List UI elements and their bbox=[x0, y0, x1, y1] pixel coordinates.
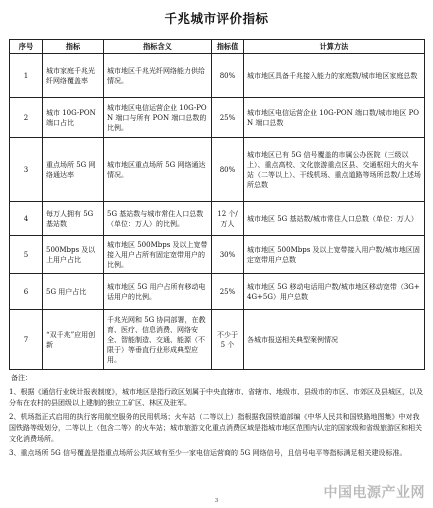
table-row bbox=[10, 202, 425, 236]
note-item: 1、根据《通信行业统计报表制度》，城市地区是指行政区划属于中央直辖市、省辖市、地级市、县级市的市区、市郊区及县城区，以及分布在农村的县团级以上建制的独立工矿区、林区及驻军。 bbox=[9, 388, 423, 407]
row-index: 2 bbox=[10, 98, 43, 138]
header-index: 序号 bbox=[10, 40, 43, 54]
table-row bbox=[10, 274, 425, 310]
row-value: 25% bbox=[212, 274, 244, 310]
table-row bbox=[10, 310, 425, 370]
note-item: 2、机场指正式启用的执行客用航空服务的民用机场；火车站（二等以上）指根据我国铁道部编《中华人民共和国铁路地图集》中对我国铁路等级划分，二等以上（包含二等）的火车站；城市旅游文化重点消费区域是指城市地区范围内认定的国家级和省级旅游区和相关文化消费场所。 bbox=[9, 413, 422, 443]
row-method: 城市地区具备千兆接入能力的家庭数/城市地区家庭总数 bbox=[244, 54, 425, 98]
row-index: 5 bbox=[10, 236, 43, 274]
row-method: 城市地区已有 5G 信号覆盖的市属公办医院（三级以上）、重点高校、文化旅游重点区县、交通枢纽大的火车站（二等以上）、干线机场、重点道路等场所总数/上述场所总数 bbox=[244, 138, 425, 202]
row-metric: 重点场所 5G 网络通达率 bbox=[43, 138, 104, 202]
notes-section bbox=[9, 373, 424, 462]
table-row bbox=[10, 98, 425, 138]
row-meaning: 城市地区千兆光纤网络能力供给情况。 bbox=[104, 54, 212, 98]
row-metric: 城市家庭千兆光纤网络覆盖率 bbox=[43, 54, 104, 98]
row-meaning: 城市地区电信运营企业 10G-PON 端口与所有 PON 端口总数的比例。 bbox=[104, 98, 212, 138]
row-metric: “双千兆”应用创新 bbox=[43, 310, 104, 370]
page-number: 3 bbox=[214, 498, 219, 504]
row-index: 6 bbox=[10, 274, 43, 310]
row-meaning: 城市地区 500Mbps 及以上宽带接入用户占所有固定宽带用户的比例。 bbox=[104, 236, 212, 274]
row-index: 3 bbox=[10, 138, 43, 202]
row-meaning: 5G 基站数与城市常住人口总数（单位：万人）的比例。 bbox=[104, 202, 212, 236]
row-method: 城市地区 500Mbps 及以上宽带接入用户数/城市地区固定宽带用户总数 bbox=[244, 236, 425, 274]
header-meaning: 指标含义 bbox=[104, 40, 212, 54]
notes-label: 备注： bbox=[11, 374, 32, 382]
page-title: 千兆城市评价指标 bbox=[164, 11, 269, 26]
header-value: 指标值 bbox=[212, 40, 244, 54]
row-value: 12 个/万人 bbox=[212, 202, 244, 236]
row-value: 25% bbox=[212, 98, 244, 138]
metrics-table bbox=[9, 39, 425, 370]
row-value: 80% bbox=[212, 54, 244, 98]
row-method: 城市地区 5G 移动电话用户数/城市地区移动宽带（3G+4G+5G）用户总数 bbox=[244, 274, 425, 310]
row-method: 城市地区 5G 基站数/城市常住人口总数（单位：万人） bbox=[244, 202, 425, 236]
table-row bbox=[10, 138, 425, 202]
header-method: 计算方法 bbox=[244, 40, 425, 54]
row-meaning: 城市地区重点场所 5G 网络通达情况。 bbox=[104, 138, 212, 202]
row-metric: 每万人拥有 5G 基站数 bbox=[43, 202, 104, 236]
row-index: 7 bbox=[10, 310, 43, 370]
row-method: 各城市报送相关典型案例情况 bbox=[244, 310, 425, 370]
row-index: 1 bbox=[10, 54, 43, 98]
row-metric: 5G 用户占比 bbox=[43, 274, 104, 310]
row-value: 30% bbox=[212, 236, 244, 274]
note-item: 3、重点场所 5G 信号覆盖是指重点场所公共区域有至少一家电信运营商的 5G 网络信号，且信号电平等指标满足相关建设标准。 bbox=[9, 449, 407, 457]
row-value: 80% bbox=[212, 138, 244, 202]
row-metric: 500Mbps 及以上用户占比 bbox=[43, 236, 104, 274]
header-metric: 指标 bbox=[43, 40, 104, 54]
table-header-row bbox=[10, 40, 425, 54]
row-meaning: 城市地区 5G 用户占所有移动电话用户的比例。 bbox=[104, 274, 212, 310]
row-method: 城市地区电信运营企业 10G-PON 端口数/城市地区 PON 端口总数 bbox=[244, 98, 425, 138]
row-metric: 城市 10G-PON 端口占比 bbox=[43, 98, 104, 138]
table-row bbox=[10, 236, 425, 274]
table-row bbox=[10, 54, 425, 98]
row-index: 4 bbox=[10, 202, 43, 236]
row-value: 不少于 5 个 bbox=[212, 310, 244, 370]
watermark: 中国电源产业网 bbox=[323, 485, 425, 501]
row-meaning: 千兆光网和 5G 协同部署，在教育、医疗、信息消费、网络安全、智能制造、交通、能源（不限于）等垂直行业形成典型应用。 bbox=[104, 310, 212, 370]
